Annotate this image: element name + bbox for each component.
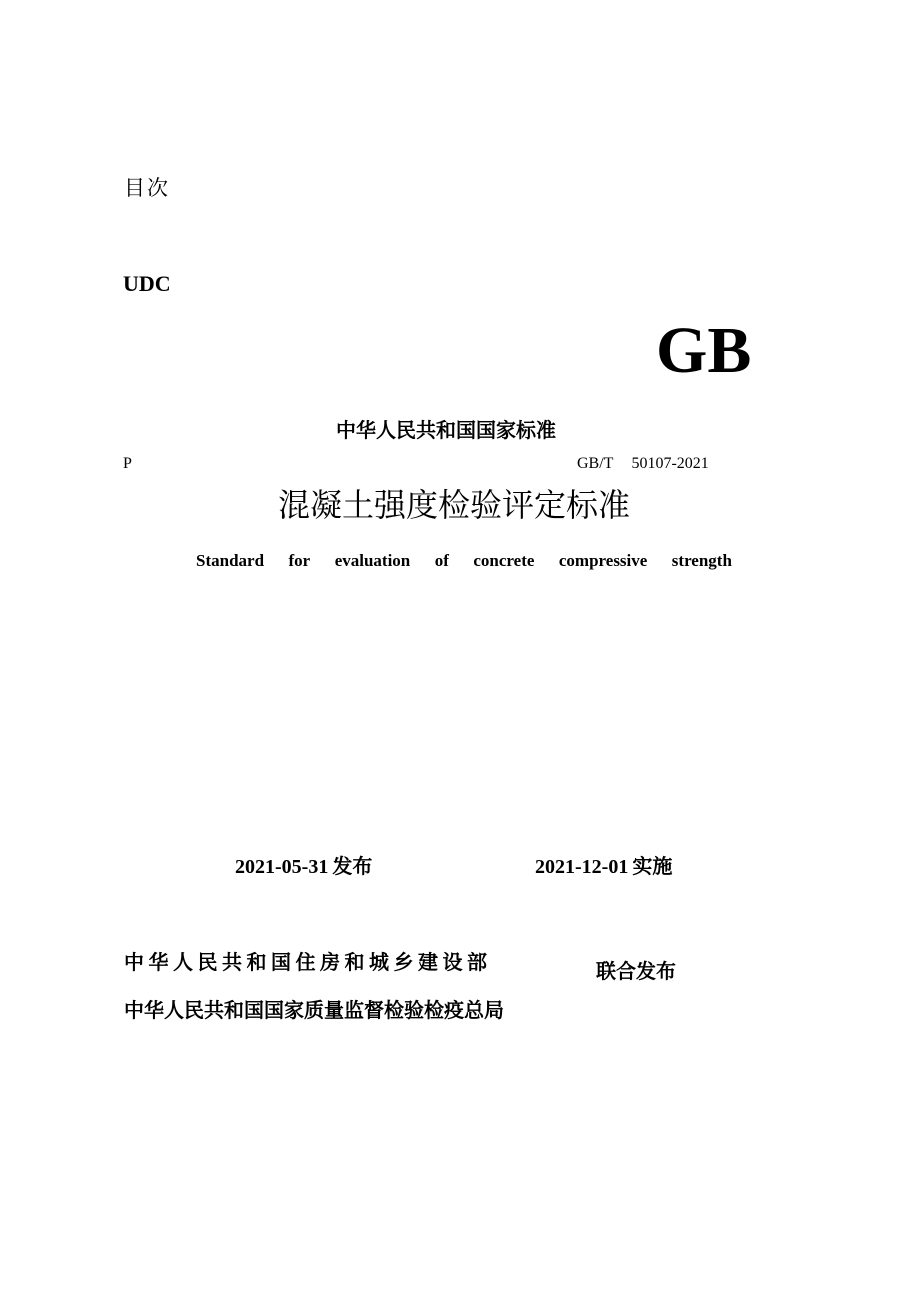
title-en-word: evaluation [334,551,411,570]
gb-logo: GB [656,314,752,387]
standard-number-value: 50107-2021 [631,455,709,472]
national-standard-heading: 中华人民共和国国家标准 [336,418,556,442]
standard-number-prefix: GB/T [577,455,614,472]
issue-date-label: 发布 [332,854,373,878]
title-en-word: concrete [473,551,535,570]
joint-issue-label: 联合发布 [596,959,676,983]
classification-p-label: P [123,455,132,472]
standard-title-english [196,551,732,571]
title-en-word: for [288,551,311,570]
udc-label: UDC [123,271,171,296]
implementation-date-value: 2021-12-01 [535,856,629,878]
title-en-word: Standard [196,551,265,570]
issue-date [235,850,372,879]
implementation-date [535,850,672,879]
toc-heading: 目次 [124,176,170,200]
standard-title-chinese: 混凝土强度检验评定标准 [278,486,631,524]
issuer-quality-supervision: 中华人民共和国国家质量监督检验检疫总局 [124,998,504,1022]
title-en-word: of [434,551,449,570]
issue-date-value: 2021-05-31 [235,856,329,878]
title-en-word: strength [671,551,732,570]
implementation-date-label: 实施 [632,854,673,878]
standard-number [577,455,709,473]
issuer-ministry-housing: 中华人民共和国住房和城乡建设部 [124,950,492,974]
title-en-word: compressive [558,551,648,570]
